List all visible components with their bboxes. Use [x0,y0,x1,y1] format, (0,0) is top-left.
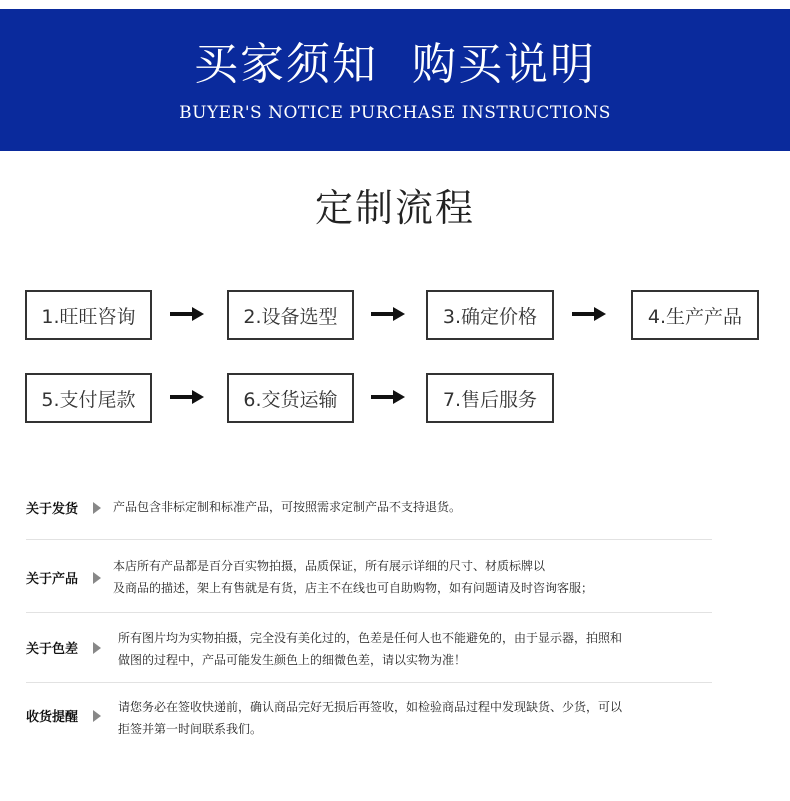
notice-text-color: 所有图片均为实物拍摄，完全没有美化过的，色差是任何人也不能避免的，由于显示器，拍照和 做图的过程中，产品可能发生颜色上的细微色差，请以实物为准！ [118,631,623,667]
arrow-right-icon [371,307,405,321]
header-banner [0,9,790,151]
process-step-pay: 5.支付尾款 [25,373,152,423]
notice-label-product: 关于产品 [26,572,79,587]
arrow-right-icon [170,307,204,321]
divider [26,539,712,540]
arrow-right-icon [170,390,204,404]
process-step-consult: 1.旺旺咨询 [25,290,152,340]
notice-label-color: 关于色差 [26,642,79,657]
notice-text-product: 本店所有产品都是百分百实物拍摄，品质保证，所有展示详细的尺寸、材质标牌以 及商品的描述，架上有售就是有货，店主不在线也可自助购物，如有问题请及时咨询客服； [113,559,594,595]
divider [26,682,712,683]
notice-label-receipt: 收货提醒 [26,710,79,725]
divider [26,612,712,613]
process-step-ship: 6.交货运输 [227,373,354,423]
notice-text-shipping: 产品包含非标定制和标准产品，可按照需求定制产品不支持退货。 [113,500,462,514]
process-title: 定制流程 [314,186,475,230]
arrow-right-icon [572,307,606,321]
page-title: 买家须知 购买说明 [194,39,596,90]
triangle-right-icon [93,502,101,514]
arrow-right-icon [371,390,405,404]
notice-text-receipt: 请您务必在签收快递前，确认商品完好无损后再签收，如检验商品过程中发现缺货、少货，可以 拒签并第一时间联系我们。 [118,700,623,736]
triangle-right-icon [93,642,101,654]
triangle-right-icon [93,572,101,584]
triangle-right-icon [93,710,101,722]
process-step-produce: 4.生产产品 [631,290,759,340]
notice-label-shipping: 关于发货 [26,502,79,517]
page-subtitle: BUYER'S NOTICE PURCHASE INSTRUCTIONS [179,103,611,123]
process-step-price: 3.确定价格 [426,290,554,340]
process-step-select: 2.设备选型 [227,290,354,340]
process-step-service: 7.售后服务 [426,373,554,423]
